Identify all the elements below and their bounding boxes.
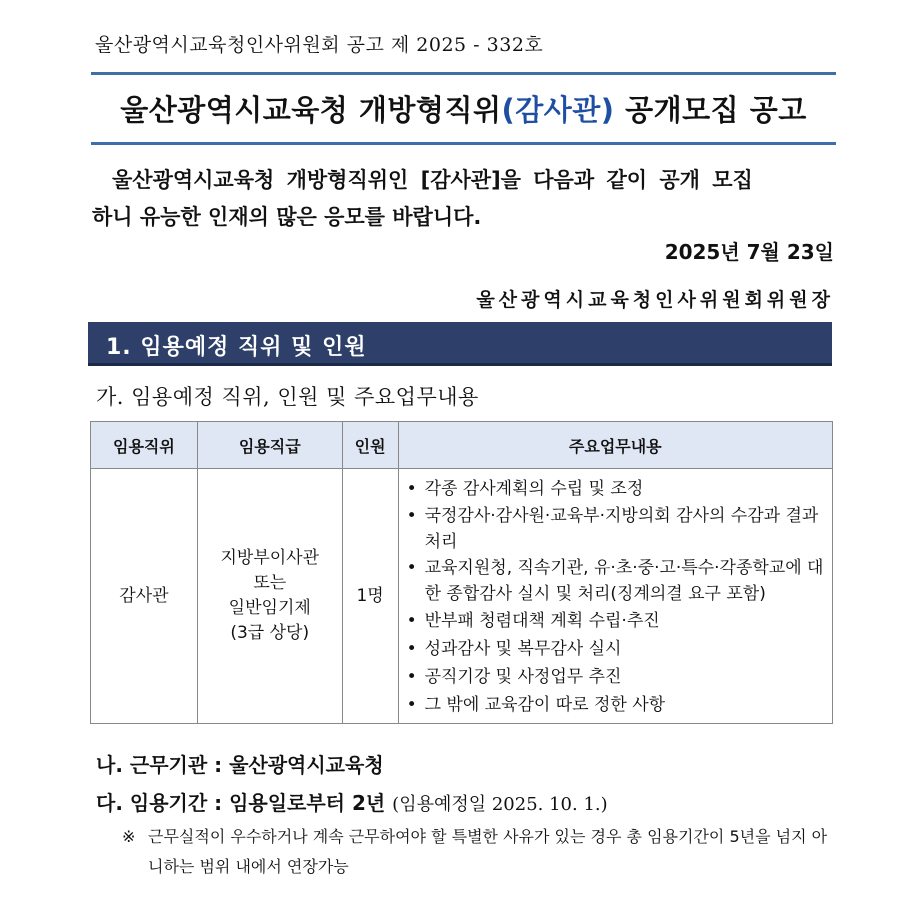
position-table <box>90 421 833 724</box>
duty-list <box>407 475 830 719</box>
subsection-c-paren: (임용예정일 2025. 10. 1.) <box>392 794 608 815</box>
title-top-rule <box>91 72 836 75</box>
duty-item <box>407 555 830 607</box>
grade-line: (3급 상당) <box>230 623 310 643</box>
bullet-icon: • <box>406 506 417 526</box>
title-prefix: 울산광역시교육청 개방형직위 <box>120 93 502 127</box>
signer: 울산광역시교육청인사위원회위원장 <box>476 289 834 311</box>
cell-position: 감사관 <box>91 469 198 724</box>
section-1-title: 1. 임용예정 직위 및 인원 <box>106 335 367 360</box>
bullet-icon: • <box>406 558 417 578</box>
column-header: 임용직위 <box>91 422 198 469</box>
cell-count: 1명 <box>342 469 398 724</box>
duty-text: 공직기강 및 사정업무 추진 <box>424 667 622 687</box>
section-1-header <box>88 322 832 366</box>
page-title <box>91 88 836 129</box>
table-header-row <box>91 422 833 469</box>
footnote-text: 근무실적이 우수하거나 계속 근무하여야 할 특별한 사유가 있는 경우 총 임용기간이 5년을 넘지 아니하는 범위 내에서 연장가능 <box>148 827 828 876</box>
subsection-c-main: 다. 임용기간 : 임용일로부터 2년 <box>96 791 386 815</box>
reference-mark-icon: ※ <box>122 827 136 846</box>
duty-text: 반부패 청렴대책 계획 수립·추진 <box>424 611 660 631</box>
column-header: 인원 <box>342 422 398 469</box>
bullet-icon: • <box>406 479 417 499</box>
grade-line: 지방부이사관 <box>220 548 320 568</box>
duty-text: 성과감사 및 복무감사 실시 <box>424 639 622 659</box>
column-header: 주요업무내용 <box>398 422 832 469</box>
intro-line-2: 하니 유능한 인재의 많은 응모를 바랍니다. <box>92 205 482 229</box>
cell-grade <box>197 469 342 724</box>
duty-item <box>407 503 830 555</box>
duty-item <box>407 475 830 503</box>
bullet-icon: • <box>406 639 417 659</box>
title-suffix: 공개모집 공고 <box>614 93 807 127</box>
grade-line: 일반임기제 <box>228 598 311 618</box>
bullet-icon: • <box>406 611 417 631</box>
duty-text: 국정감사·감사원·교육부·지방의회 감사의 수감과 결과 처리 <box>424 506 819 552</box>
duty-text: 그 밖에 교육감이 따로 정한 사항 <box>424 695 666 715</box>
intro-paragraph <box>92 162 837 236</box>
duty-item <box>407 635 830 663</box>
notice-date: 2025년 7월 23일 <box>664 240 834 264</box>
subsection-b: 나. 근무기관 : 울산광역시교육청 <box>96 753 384 777</box>
title-bottom-rule <box>91 142 836 145</box>
cell-duties <box>398 469 832 724</box>
title-accent: (감사관) <box>501 93 615 127</box>
bullet-icon: • <box>406 667 417 687</box>
subsection-a-title: 가. 임용예정 직위, 인원 및 주요업무내용 <box>96 385 479 409</box>
duty-item <box>407 691 830 719</box>
grade-line: 또는 <box>253 573 287 593</box>
duty-item <box>407 607 830 635</box>
intro-line-1: 울산광역시교육청 개방형직위인 [감사관]을 다음과 같이 공개 모집 <box>112 168 753 192</box>
bullet-icon: • <box>406 695 417 715</box>
notice-number: 울산광역시교육청인사위원회 공고 제 2025 - 332호 <box>95 34 544 56</box>
subsection-c <box>96 787 608 816</box>
duty-item <box>407 663 830 691</box>
duty-text: 교육지원청, 직속기관, 유·초·중·고·특수·각종학교에 대한 종합감사 실시 및 처리(징계의결 요구 포함) <box>424 558 824 604</box>
table-row <box>91 469 833 724</box>
duty-text: 각종 감사계획의 수립 및 조정 <box>424 479 644 499</box>
footnote <box>122 822 842 882</box>
column-header: 임용직급 <box>197 422 342 469</box>
